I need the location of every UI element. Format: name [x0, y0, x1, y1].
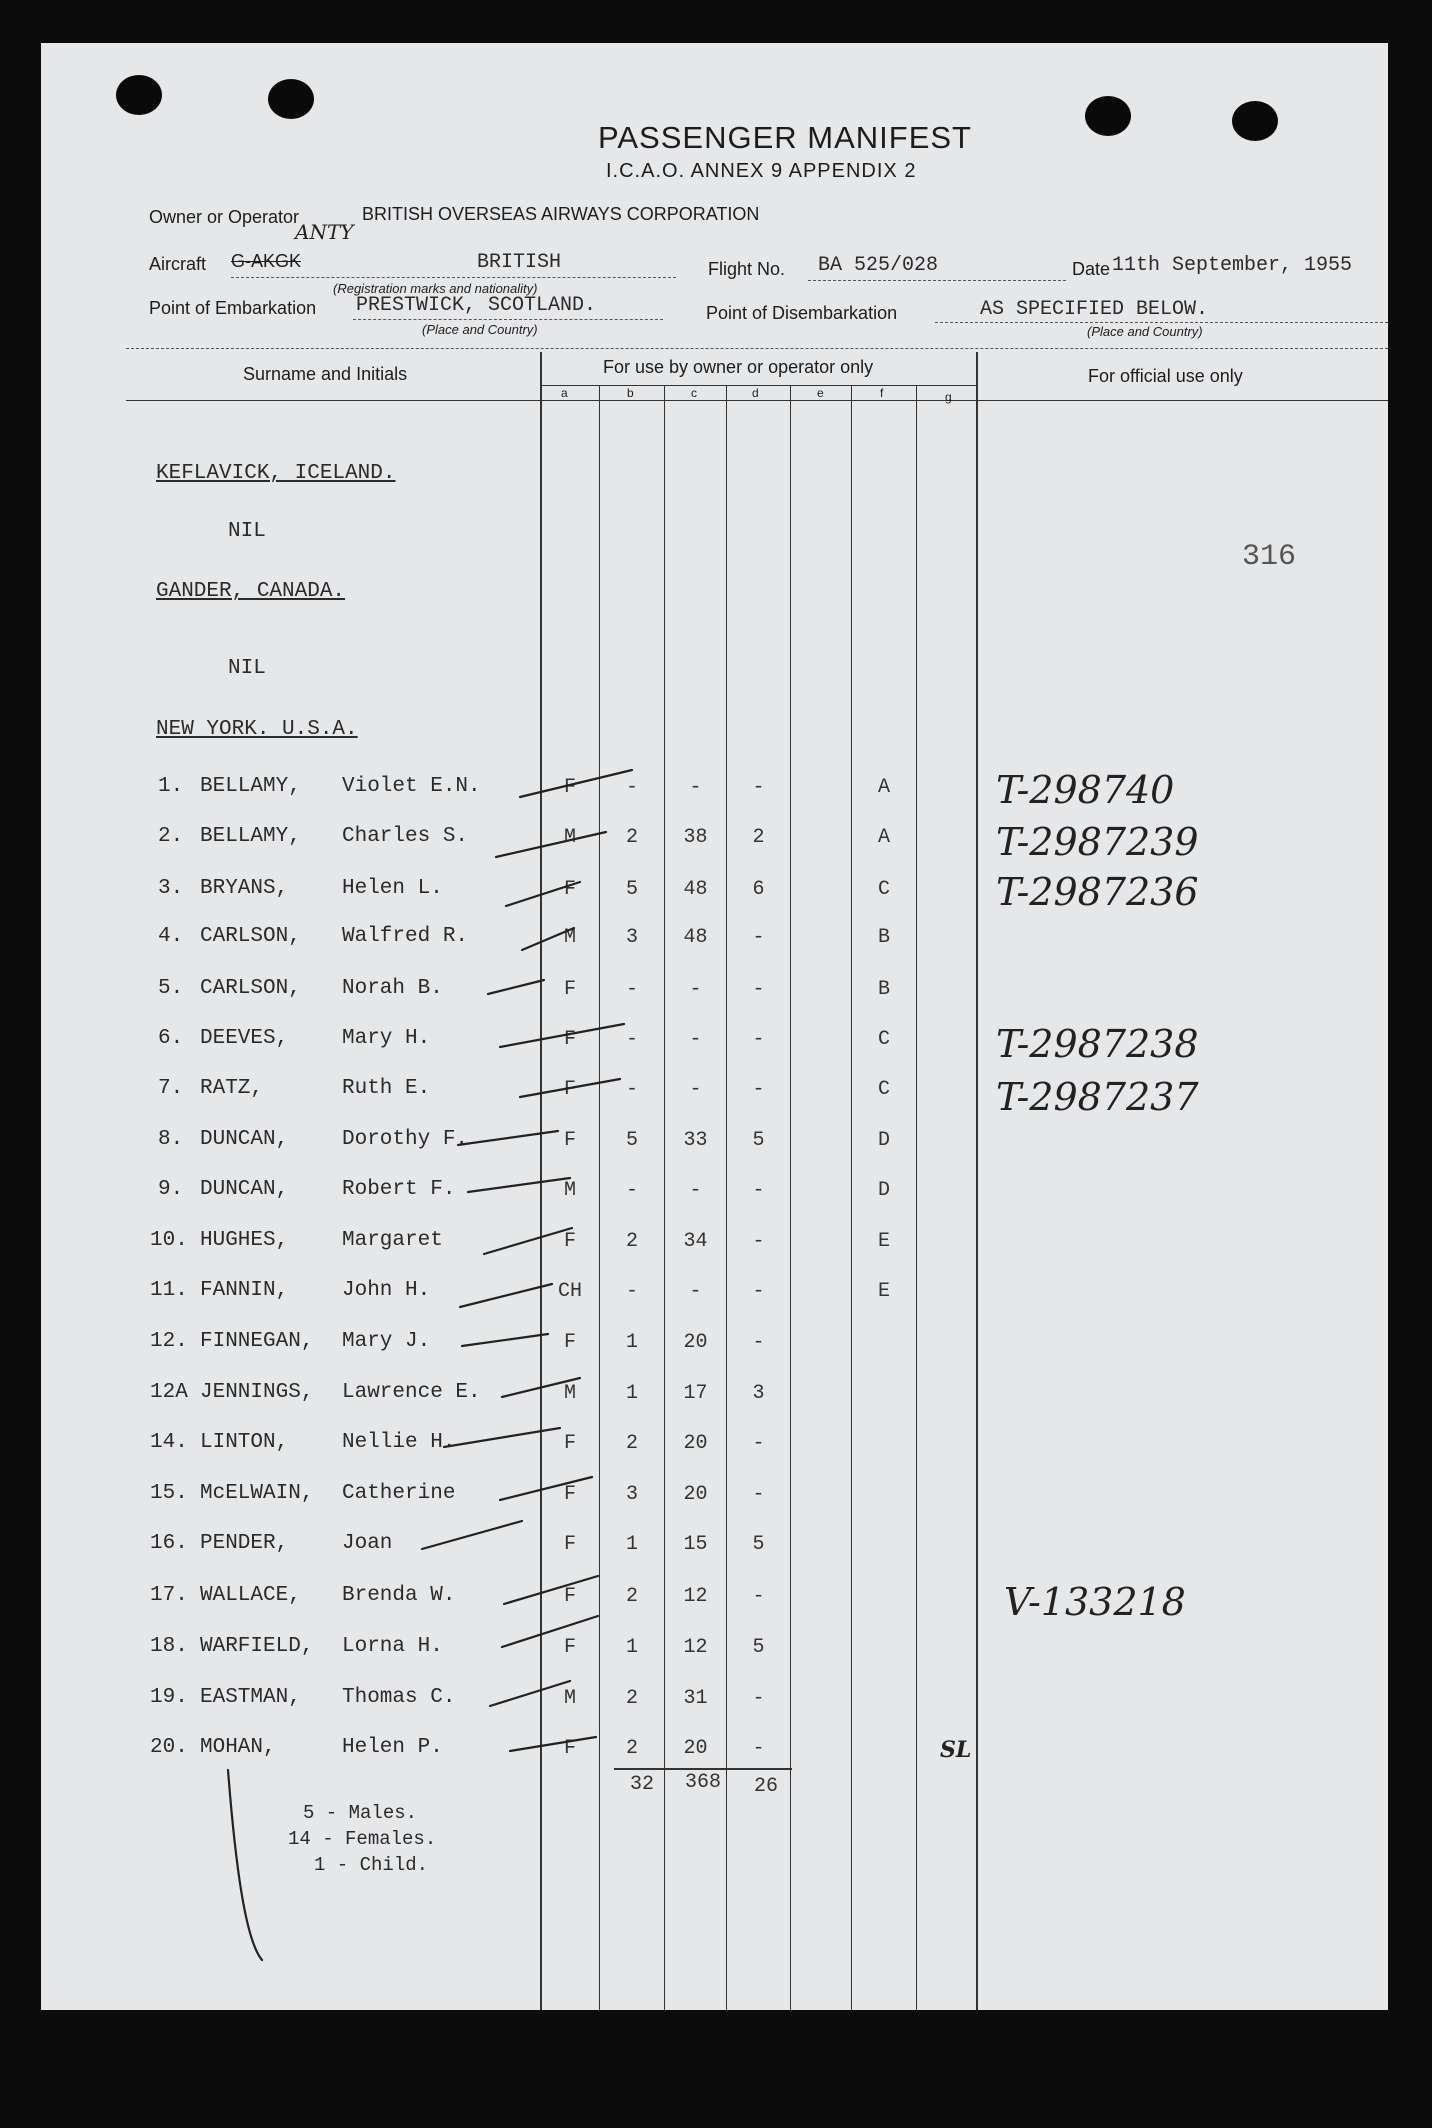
- aircraft-dotted-line: [231, 277, 676, 278]
- passenger-col-c: -: [689, 1028, 702, 1051]
- passenger-surname: DEEVES,: [200, 1027, 289, 1050]
- owner-value: BRITISH OVERSEAS AIRWAYS CORPORATION: [362, 204, 760, 224]
- passenger-col-a: F: [563, 1078, 576, 1101]
- passenger-col-b: 1: [625, 1533, 638, 1556]
- passenger-col-c: 38: [683, 826, 708, 849]
- passenger-col-b: -: [625, 1179, 638, 1202]
- passenger-surname: WALLACE,: [200, 1584, 301, 1607]
- passenger-given-names: Charles S.: [342, 825, 469, 848]
- flight-dotted-line: [808, 280, 1066, 281]
- passenger-number: 18.: [150, 1635, 188, 1658]
- punch-hole: [268, 79, 314, 119]
- official-ticket-number: V-133218: [1004, 1580, 1186, 1624]
- passenger-col-f: B: [877, 978, 890, 1001]
- official-ticket-number: T-2987237: [996, 1075, 1199, 1119]
- passenger-col-d: 6: [752, 878, 765, 901]
- passenger-surname: BELLAMY,: [200, 775, 301, 798]
- passenger-col-f: D: [877, 1129, 890, 1152]
- passenger-number: 8.: [158, 1128, 184, 1151]
- date-label: Date: [1072, 259, 1111, 279]
- passenger-col-d: -: [752, 1687, 765, 1710]
- passenger-given-names: Dorothy F.: [342, 1128, 469, 1151]
- passenger-col-a: F: [563, 1636, 576, 1659]
- passenger-col-b: -: [625, 776, 638, 799]
- passenger-col-c: -: [689, 978, 702, 1001]
- passenger-col-d: -: [752, 1280, 765, 1303]
- passenger-col-c: 20: [683, 1331, 708, 1354]
- totals-rule: [614, 1768, 792, 1770]
- passenger-surname: JENNINGS,: [200, 1381, 314, 1404]
- disembarkation-dotted-line: [935, 322, 1388, 323]
- passenger-col-d: 2: [752, 826, 765, 849]
- passenger-col-c: 34: [683, 1230, 708, 1253]
- passenger-number: 4.: [158, 925, 184, 948]
- passenger-given-names: Joan: [342, 1532, 393, 1555]
- passenger-col-a: M: [563, 1687, 576, 1710]
- passenger-col-c: 20: [683, 1737, 708, 1760]
- passenger-col-c: 12: [683, 1636, 708, 1659]
- passenger-col-c: 20: [683, 1483, 708, 1506]
- passenger-col-d: 5: [752, 1533, 765, 1556]
- section-gander: GANDER, CANADA.: [156, 580, 346, 603]
- passenger-surname: LINTON,: [200, 1431, 289, 1454]
- col-rule: [976, 352, 978, 2010]
- passenger-given-names: Catherine: [342, 1482, 456, 1505]
- passenger-number: 1.: [158, 775, 184, 798]
- passenger-col-b: 1: [625, 1636, 638, 1659]
- embarkation-value: PRESTWICK, SCOTLAND.: [356, 294, 597, 317]
- passenger-col-d: 5: [752, 1636, 765, 1659]
- subcol-e: e: [817, 386, 824, 400]
- document-subtitle: I.C.A.O. ANNEX 9 APPENDIX 2: [606, 160, 917, 182]
- subcol-b: b: [627, 386, 634, 400]
- passenger-given-names: Walfred R.: [342, 925, 469, 948]
- passenger-col-a: M: [563, 1382, 576, 1405]
- place-note-1: (Place and Country): [422, 322, 538, 337]
- passenger-col-d: -: [752, 1331, 765, 1354]
- row20-mark: SL: [940, 1737, 972, 1763]
- passenger-col-f: B: [877, 926, 890, 949]
- passenger-surname: EASTMAN,: [200, 1686, 301, 1709]
- place-note-2: (Place and Country): [1087, 324, 1203, 339]
- passenger-col-f: C: [877, 1078, 890, 1101]
- passenger-col-b: 2: [625, 1687, 638, 1710]
- passenger-number: 20.: [150, 1736, 188, 1759]
- document-title: PASSENGER MANIFEST: [598, 120, 972, 155]
- passenger-col-b: 2: [625, 1585, 638, 1608]
- summary-females: 14 - Females.: [288, 1828, 437, 1850]
- passenger-col-b: 3: [625, 1483, 638, 1506]
- passenger-col-c: 31: [683, 1687, 708, 1710]
- passenger-col-c: -: [689, 1078, 702, 1101]
- passenger-col-d: -: [752, 1737, 765, 1760]
- total-b: 32: [629, 1773, 654, 1796]
- passenger-given-names: Nellie H.: [342, 1431, 456, 1454]
- passenger-col-a: F: [563, 1028, 576, 1051]
- passenger-col-b: 2: [625, 1737, 638, 1760]
- flight-label: Flight No.: [708, 259, 786, 279]
- passenger-col-a: M: [563, 926, 576, 949]
- registration-note: (Registration marks and nationality): [333, 281, 538, 296]
- punch-hole: [116, 75, 162, 115]
- passenger-given-names: Margaret: [342, 1229, 443, 1252]
- passenger-col-b: 1: [625, 1331, 638, 1354]
- subcol-d: d: [752, 386, 759, 400]
- aircraft-value: G-AKGK: [231, 251, 302, 271]
- passenger-col-a: M: [563, 1179, 576, 1202]
- passenger-number: 12.: [150, 1330, 188, 1353]
- passenger-col-d: -: [752, 1432, 765, 1455]
- passenger-col-d: -: [752, 1179, 765, 1202]
- passenger-col-a: F: [563, 1533, 576, 1556]
- passenger-col-f: C: [877, 1028, 890, 1051]
- passenger-surname: DUNCAN,: [200, 1178, 289, 1201]
- passenger-col-b: 5: [625, 1129, 638, 1152]
- passenger-surname: McELWAIN,: [200, 1482, 314, 1505]
- passenger-surname: HUGHES,: [200, 1229, 289, 1252]
- passenger-col-a: F: [563, 1432, 576, 1455]
- col-rule: [916, 386, 917, 2010]
- passenger-number: 19.: [150, 1686, 188, 1709]
- total-c: 368: [684, 1771, 721, 1794]
- passenger-surname: CARLSON,: [200, 977, 301, 1000]
- passenger-col-b: 5: [625, 878, 638, 901]
- surname-column-header: Surname and Initials: [243, 364, 408, 384]
- passenger-col-c: 17: [683, 1382, 708, 1405]
- embarkation-label: Point of Embarkation: [149, 298, 317, 318]
- subcol-c: c: [691, 386, 697, 400]
- passenger-number: 3.: [158, 877, 184, 900]
- passenger-col-c: 12: [683, 1585, 708, 1608]
- passenger-col-b: 2: [625, 1230, 638, 1253]
- passenger-col-d: -: [752, 1483, 765, 1506]
- passenger-col-d: -: [752, 776, 765, 799]
- passenger-given-names: Thomas C.: [342, 1686, 456, 1709]
- passenger-col-b: -: [625, 978, 638, 1001]
- flight-value: BA 525/028: [818, 254, 939, 277]
- passenger-given-names: Helen L.: [342, 877, 443, 900]
- passenger-col-d: -: [752, 1230, 765, 1253]
- passenger-given-names: Violet E.N.: [342, 775, 481, 798]
- official-use-header: For official use only: [1088, 366, 1243, 386]
- total-d: 26: [753, 1775, 778, 1798]
- embarkation-dotted-line: [353, 319, 663, 320]
- passenger-number: 5.: [158, 977, 184, 1000]
- passenger-col-a: F: [563, 1230, 576, 1253]
- table-header-bottom: [126, 400, 1388, 401]
- passenger-number: 16.: [150, 1532, 188, 1555]
- passenger-col-b: 2: [625, 1432, 638, 1455]
- passenger-col-a: F: [563, 1483, 576, 1506]
- official-ticket-number: T-2987239: [996, 820, 1199, 864]
- owner-label: Owner or Operator: [149, 207, 300, 227]
- passenger-surname: BELLAMY,: [200, 825, 301, 848]
- aircraft-handwritten: ANTY: [295, 220, 354, 244]
- stamp-number: 316: [1242, 540, 1297, 574]
- subcol-g: g: [945, 390, 952, 404]
- passenger-given-names: Lorna H.: [342, 1635, 443, 1658]
- passenger-given-names: Helen P.: [342, 1736, 443, 1759]
- passenger-col-c: -: [689, 1179, 702, 1202]
- passenger-col-a: F: [563, 1737, 576, 1760]
- passenger-given-names: Lawrence E.: [342, 1381, 481, 1404]
- date-value: 11th September, 1955: [1112, 254, 1353, 277]
- passenger-col-d: -: [752, 1585, 765, 1608]
- passenger-col-a: F: [563, 878, 576, 901]
- disembarkation-value: AS SPECIFIED BELOW.: [980, 298, 1209, 321]
- passenger-col-d: 5: [752, 1129, 765, 1152]
- passenger-surname: DUNCAN,: [200, 1128, 289, 1151]
- passenger-number: 11.: [150, 1279, 188, 1302]
- table-top-line: [126, 348, 1388, 349]
- passenger-col-a: F: [563, 1331, 576, 1354]
- passenger-surname: RATZ,: [200, 1077, 264, 1100]
- passenger-col-f: D: [877, 1179, 890, 1202]
- passenger-col-f: C: [877, 878, 890, 901]
- passenger-col-f: A: [877, 776, 890, 799]
- passenger-number: 9.: [158, 1178, 184, 1201]
- official-ticket-number: T-2987236: [996, 870, 1199, 914]
- passenger-col-f: E: [877, 1280, 890, 1303]
- passenger-col-c: 48: [683, 926, 708, 949]
- passenger-given-names: Robert F.: [342, 1178, 456, 1201]
- passenger-col-c: -: [689, 1280, 702, 1303]
- passenger-col-f: A: [877, 826, 890, 849]
- passenger-surname: PENDER,: [200, 1532, 289, 1555]
- passenger-number: 15.: [150, 1482, 188, 1505]
- passenger-col-d: -: [752, 978, 765, 1001]
- passenger-col-b: 2: [625, 826, 638, 849]
- passenger-col-a: F: [563, 1585, 576, 1608]
- passenger-given-names: Mary H.: [342, 1027, 431, 1050]
- section-keflavik: KEFLAVICK, ICELAND.: [156, 462, 396, 485]
- passenger-surname: BRYANS,: [200, 877, 289, 900]
- punch-hole: [1232, 101, 1278, 141]
- passenger-col-b: 3: [625, 926, 638, 949]
- passenger-col-a: F: [563, 776, 576, 799]
- passenger-col-a: M: [563, 826, 576, 849]
- passenger-given-names: Ruth E.: [342, 1077, 431, 1100]
- passenger-given-names: Mary J.: [342, 1330, 431, 1353]
- passenger-col-b: 1: [625, 1382, 638, 1405]
- passenger-number: 12A: [150, 1381, 188, 1404]
- passenger-surname: MOHAN,: [200, 1736, 276, 1759]
- nationality-value: BRITISH: [477, 251, 562, 274]
- passenger-col-c: 33: [683, 1129, 708, 1152]
- passenger-col-a: F: [563, 978, 576, 1001]
- passenger-col-d: -: [752, 1028, 765, 1051]
- passenger-col-d: -: [752, 926, 765, 949]
- passenger-col-c: 15: [683, 1533, 708, 1556]
- passenger-col-a: F: [563, 1129, 576, 1152]
- disembarkation-label: Point of Disembarkation: [706, 303, 898, 323]
- passenger-col-c: -: [689, 776, 702, 799]
- col-rule: [790, 386, 791, 2010]
- passenger-surname: FANNIN,: [200, 1279, 289, 1302]
- punch-hole: [1085, 96, 1131, 136]
- passenger-given-names: John H.: [342, 1279, 431, 1302]
- subcol-f: f: [880, 386, 884, 400]
- passenger-col-c: 48: [683, 878, 708, 901]
- passenger-given-names: Brenda W.: [342, 1584, 456, 1607]
- subcol-a: a: [561, 386, 568, 400]
- passenger-col-d: 3: [752, 1382, 765, 1405]
- passenger-surname: FINNEGAN,: [200, 1330, 314, 1353]
- keflavik-nil: NIL: [228, 520, 266, 543]
- passenger-col-f: E: [877, 1230, 890, 1253]
- aircraft-label: Aircraft: [149, 254, 207, 274]
- summary-child: 1 - Child.: [314, 1854, 429, 1876]
- passenger-col-b: -: [625, 1078, 638, 1101]
- passenger-col-d: -: [752, 1078, 765, 1101]
- owner-use-header: For use by owner or operator only: [603, 357, 874, 377]
- passenger-col-a: CH: [557, 1280, 582, 1303]
- passenger-col-c: 20: [683, 1432, 708, 1455]
- passenger-number: 14.: [150, 1431, 188, 1454]
- passenger-number: 10.: [150, 1229, 188, 1252]
- passenger-given-names: Norah B.: [342, 977, 443, 1000]
- gander-nil: NIL: [228, 657, 266, 680]
- summary-males: 5 - Males.: [303, 1802, 418, 1824]
- section-newyork: NEW YORK. U.S.A.: [156, 718, 358, 741]
- passenger-col-b: -: [625, 1280, 638, 1303]
- passenger-number: 6.: [158, 1027, 184, 1050]
- official-ticket-number: T-298740: [996, 768, 1175, 812]
- passenger-number: 2.: [158, 825, 184, 848]
- passenger-col-b: -: [625, 1028, 638, 1051]
- passenger-surname: WARFIELD,: [200, 1635, 314, 1658]
- passenger-number: 17.: [150, 1584, 188, 1607]
- passenger-surname: CARLSON,: [200, 925, 301, 948]
- passenger-number: 7.: [158, 1077, 184, 1100]
- official-ticket-number: T-2987238: [996, 1022, 1199, 1066]
